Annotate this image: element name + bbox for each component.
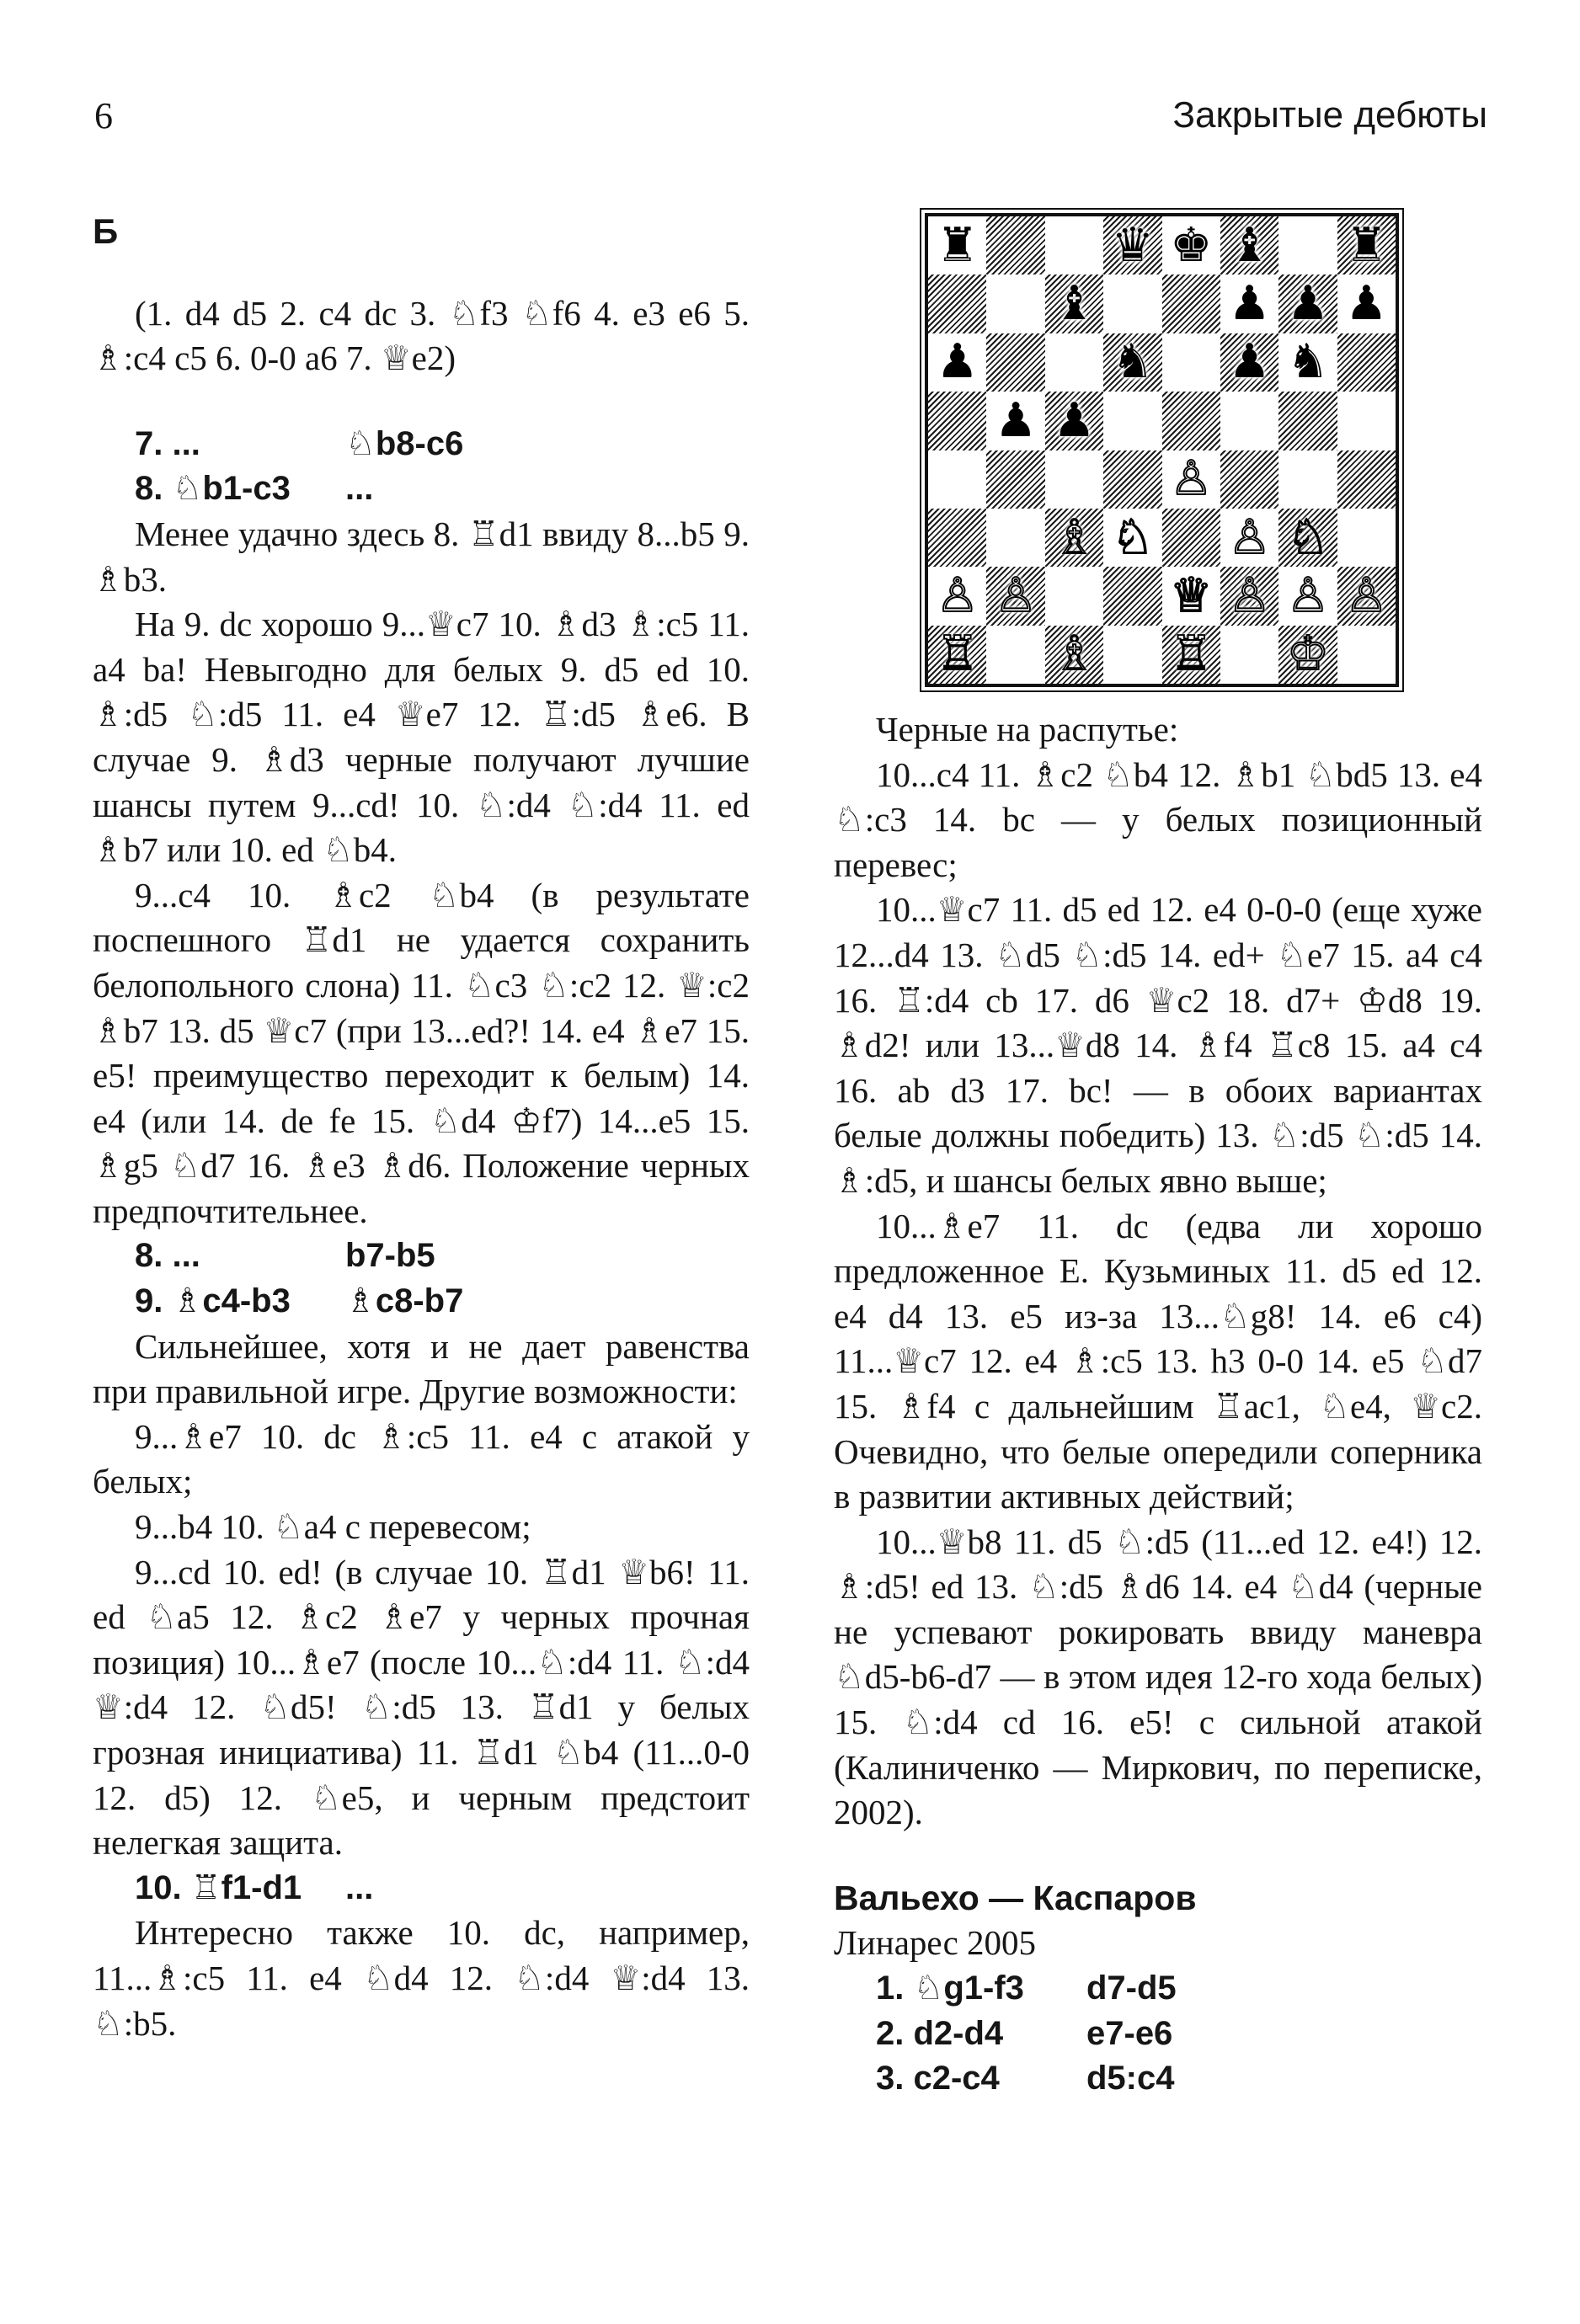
chess-piece: ♗: [1053, 509, 1096, 565]
black-move: ♗c8-b7: [345, 1282, 464, 1320]
chess-piece: ♙: [1170, 451, 1213, 507]
square-b2: [986, 567, 1044, 625]
square-a7: [928, 275, 986, 333]
chess-piece: ♙: [1228, 568, 1271, 623]
section-title: Б: [93, 211, 119, 251]
game-place: Линарес 2005: [834, 1923, 1037, 1963]
square-g8: [1278, 216, 1337, 275]
square-h8: [1337, 216, 1396, 275]
chess-piece: ♜: [1345, 217, 1388, 273]
paragraph: Менее удачно здесь 8. ♖d1 ввиду 8...b5 9. ♗b3.: [93, 514, 750, 599]
white-move: 9. ♗c4-b3: [135, 1282, 291, 1320]
chess-piece: ♙: [1345, 568, 1388, 623]
paragraph: 9...b4 10. ♘a4 с перевесом;: [135, 1507, 531, 1547]
black-move: ...: [345, 470, 374, 508]
chess-piece: ♖: [936, 626, 979, 682]
square-d1: [1103, 626, 1161, 684]
square-d6: [1103, 333, 1161, 392]
square-g6: [1278, 333, 1337, 392]
move-row: [93, 422, 750, 467]
square-f4: [1220, 450, 1278, 509]
right-column: [834, 707, 1482, 2102]
chess-piece: ♕: [1170, 568, 1213, 623]
square-a2: [928, 567, 986, 625]
square-e2: [1162, 567, 1220, 625]
chess-piece: ♘: [1286, 509, 1330, 565]
move-row: [93, 466, 750, 512]
chess-piece: ♝: [1228, 217, 1271, 273]
paragraph: Интересно также 10. dc, например, 11...♗:c5 11. e4 ♘d4 12. ♘:d4 ♕:d4 13. ♘:b5.: [93, 1913, 750, 2043]
square-f8: [1220, 216, 1278, 275]
square-c2: [1045, 567, 1103, 625]
paragraph: На 9. dc хорошо 9...♕c7 10. ♗d3 ♗:c5 11. a4 ba! Невыгодно для белых 9. d5 ed 10. ♗:d5 ♘:d5 11. e4 ♕e7 12. ♖:d5 ♗e6. В случае 9. ♗d3 черные получают лучшие шансы путем 9...cd! 10. ♘:d4 ♘:d4 11. ed ♗b7 или 10. ed ♘b4.: [93, 605, 750, 870]
square-d5: [1103, 392, 1161, 450]
paragraph: 9...c4 10. ♗c2 ♘b4 (в результате поспешного ♖d1 не удается сохранить белопольного слона) 11. ♘c3 ♘:c2 12. ♕:c2 ♗b7 13. d5 ♕c7 (при 13...ed?! 14. e4 ♗e7 15. e5! преимущество переходит к белым) 14. e4 (или 14. de fe 15. ♘d4 ♔f7) 14...e5 15. ♗g5 ♘d7 16. ♗e3 ♗d6. Положение черных предпочтительнее.: [93, 875, 750, 1230]
move-row: [93, 1234, 750, 1279]
square-h5: [1337, 392, 1396, 450]
black-move: ...: [345, 1868, 374, 1906]
white-move: 10. ♖f1-d1: [135, 1868, 302, 1906]
chess-piece: ♗: [1053, 626, 1096, 682]
square-g5: [1278, 392, 1337, 450]
paragraph: 10...♗e7 11. dc (едва ли хорошо предложенное Е. Кузьминых 11. d5 ed 12. e4 d4 13. e5 из-за 13...♘g8! 14. e6 c4) 11...♕c7 12. e4 ♗:c5 13. h3 0-0 14. e5 ♘d7 15. ♗f4 с дальнейшим ♖ac1, ♘e4, ♕c2. Очевидно, что белые опередили соперника в развитии активных действий;: [834, 1206, 1482, 1516]
square-h7: [1337, 275, 1396, 333]
chess-piece: ♟: [994, 392, 1038, 448]
white-move: 3. c2-c4: [876, 2060, 1000, 2097]
square-e1: [1162, 626, 1220, 684]
chess-piece: ♖: [1170, 626, 1213, 682]
square-f6: [1220, 333, 1278, 392]
square-c1: [1045, 626, 1103, 684]
square-c6: [1045, 333, 1103, 392]
square-a3: [928, 509, 986, 567]
left-column: [93, 202, 750, 2046]
paragraph: (1. d4 d5 2. c4 dc 3. ♘f3 ♘f6 4. e3 e6 5. ♗:c4 c5 6. 0-0 a6 7. ♕e2): [93, 293, 750, 378]
square-d8: [1103, 216, 1161, 275]
square-e4: [1162, 450, 1220, 509]
chess-piece: ♞: [1111, 334, 1154, 390]
square-d4: [1103, 450, 1161, 509]
square-d7: [1103, 275, 1161, 333]
square-a8: [928, 216, 986, 275]
white-move: 1. ♘g1-f3: [876, 1970, 1024, 2007]
square-e8: [1162, 216, 1220, 275]
chess-diagram: [925, 213, 1399, 687]
paragraph: 10...♕c7 11. d5 ed 12. e4 0-0-0 (еще хуже 12...d4 13. ♘d5 ♘:d5 14. ed+ ♘e7 15. a4 c4 16. ♖:d4 cb 17. d6 ♕c2 18. d7+ ♔d8 19. ♗d2! или 13...♕d8 14. ♗f4 ♖c8 15. a4 c4 16. ab d3 17. bc! — в обоих вариантах белые должны победить) 13. ♘:d5 ♘:d5 14. ♗:d5, и шансы белых явно выше;: [834, 890, 1482, 1200]
square-h3: [1337, 509, 1396, 567]
square-b5: [986, 392, 1044, 450]
chess-piece: ♟: [936, 334, 979, 390]
square-f3: [1220, 509, 1278, 567]
chess-piece: ♔: [1286, 626, 1330, 682]
chess-piece: ♟: [1228, 334, 1271, 390]
square-e5: [1162, 392, 1220, 450]
chess-piece: ♟: [1345, 276, 1388, 332]
square-a6: [928, 333, 986, 392]
black-move: ♘b8-c6: [345, 424, 464, 462]
square-c7: [1045, 275, 1103, 333]
paragraph: Черные на распутье:: [876, 710, 1179, 749]
black-move: e7-e6: [1086, 2014, 1173, 2052]
chess-piece: ♙: [936, 568, 979, 623]
move-row: [93, 1279, 750, 1325]
square-h4: [1337, 450, 1396, 509]
chess-piece: ♜: [936, 217, 979, 273]
square-e7: [1162, 275, 1220, 333]
square-f1: [1220, 626, 1278, 684]
square-h2: [1337, 567, 1396, 625]
square-a5: [928, 392, 986, 450]
game-title: Вальехо — Каспаров: [834, 1878, 1197, 1917]
chess-piece: ♛: [1111, 217, 1154, 273]
black-move: d5:c4: [1086, 2060, 1175, 2097]
square-e3: [1162, 509, 1220, 567]
square-c8: [1045, 216, 1103, 275]
square-c4: [1045, 450, 1103, 509]
square-b8: [986, 216, 1044, 275]
white-move: 8. ♘b1-c3: [135, 470, 291, 508]
square-e6: [1162, 333, 1220, 392]
square-b4: [986, 450, 1044, 509]
square-c5: [1045, 392, 1103, 450]
chess-piece: ♚: [1170, 217, 1213, 273]
page-number: 6: [94, 95, 113, 136]
square-h6: [1337, 333, 1396, 392]
square-f7: [1220, 275, 1278, 333]
chess-piece: ♟: [1228, 276, 1271, 332]
square-g1: [1278, 626, 1337, 684]
square-f2: [1220, 567, 1278, 625]
white-move: 7. ...: [135, 424, 200, 462]
move-row: [93, 1866, 750, 1911]
square-g4: [1278, 450, 1337, 509]
square-a1: [928, 626, 986, 684]
paragraph: 10...♕b8 11. d5 ♘:d5 (11...ed 12. e4!) 12. ♗:d5! ed 13. ♘:d5 ♗d6 14. e4 ♘d4 (черные не успевают рокировать ввиду маневра ♘d5-b6-d7 — в этом идея 12-го хода белых) 15. ♘:d4 cd 16. e5! с сильной атакой (Калиниченко — Миркович, по переписке, 2002).: [834, 1522, 1482, 1832]
running-title: Закрытые дебюты: [1172, 94, 1487, 136]
white-move: 2. d2-d4: [876, 2014, 1004, 2052]
chess-piece: ♝: [1053, 276, 1096, 332]
square-d2: [1103, 567, 1161, 625]
square-g2: [1278, 567, 1337, 625]
paragraph: 10...c4 11. ♗c2 ♘b4 12. ♗b1 ♘bd5 13. e4 ♘:c3 14. bc — у белых позиционный перевес;: [834, 754, 1482, 884]
square-b7: [986, 275, 1044, 333]
square-d3: [1103, 509, 1161, 567]
square-g3: [1278, 509, 1337, 567]
black-move: d7-d5: [1086, 1970, 1177, 2007]
chess-piece: ♙: [994, 568, 1038, 623]
chess-piece: ♞: [1286, 334, 1330, 390]
move-row: [834, 2012, 1482, 2057]
square-b3: [986, 509, 1044, 567]
white-move: 8. ...: [135, 1237, 200, 1275]
black-move: b7-b5: [345, 1237, 435, 1275]
square-g7: [1278, 275, 1337, 333]
chess-piece: ♙: [1286, 568, 1330, 623]
square-h1: [1337, 626, 1396, 684]
paragraph: 9...cd 10. ed! (в случае 10. ♖d1 ♕b6! 11. ed ♘a5 12. ♗c2 ♗e7 у черных прочная позиция) 10...♗e7 (после 10...♘:d4 11. ♘:d4 ♕:d4 12. ♘d5! ♘:d5 13. ♖d1 у белых грозная инициатива) 11. ♖d1 ♘b4 (11...0-0 12. d5) 12. ♘e5, и черным предстоит нелегкая защита.: [93, 1552, 750, 1863]
square-b1: [986, 626, 1044, 684]
paragraph: 9...♗e7 10. dc ♗:c5 11. e4 с атакой у белых;: [93, 1416, 750, 1501]
chess-piece: ♘: [1111, 509, 1154, 565]
paragraph: Сильнейшее, хотя и не дает равенства при правильной игре. Другие возможности:: [93, 1326, 750, 1411]
chess-piece: ♙: [1228, 509, 1271, 565]
square-c3: [1045, 509, 1103, 567]
move-row: [834, 2056, 1482, 2102]
square-a4: [928, 450, 986, 509]
square-f5: [1220, 392, 1278, 450]
move-row: [834, 1966, 1482, 2012]
square-b6: [986, 333, 1044, 392]
chess-piece: ♟: [1286, 276, 1330, 332]
chess-piece: ♟: [1053, 392, 1096, 448]
